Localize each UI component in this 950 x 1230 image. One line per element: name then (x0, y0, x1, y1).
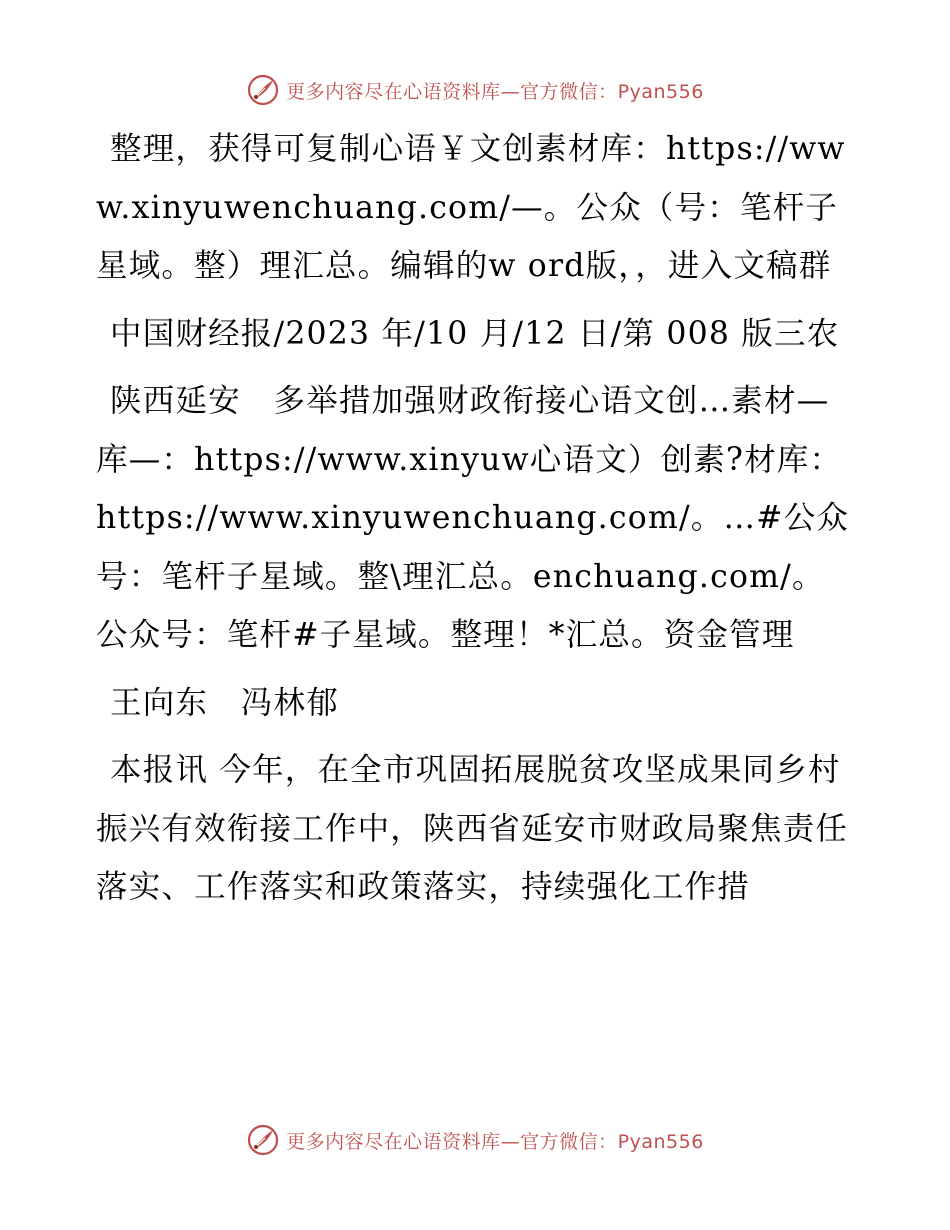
paragraph-headline: 陕西延安 多举措加强财政衔接心语文创…素材—库—：https://www.xinyuw心语文）创素?材库：https://www.xinyuwenchuang.com/。…#公众号：笔杆子星域。整\理汇总。enchuang.com/。公众号：笔杆#子星域。整理！*汇总。资金管理 (96, 383, 850, 653)
header-banner-text: 更多内容尽在心语资料库—官方微信：Pyan556 (286, 80, 704, 103)
paragraph-intro: 整理，获得可复制心语￥文创素材库：https://www.xinyuwenchuang.com/—。公众（号：笔杆子星域。整）理汇总。编辑的w ord版，，进入文稿群 (96, 131, 846, 284)
footer-banner-text: 更多内容尽在心语资料库—官方微信：Pyan556 (286, 1130, 704, 1153)
feather-pen-logo-icon (246, 73, 280, 107)
feather-pen-logo-icon (246, 1123, 280, 1157)
header-banner-inner (246, 73, 704, 107)
footer-banner-inner (246, 1123, 704, 1157)
footer-banner (0, 1120, 950, 1160)
paragraph-source: 中国财经报/2023 年/10 月/12 日/第 008 版三农 (110, 315, 840, 352)
document-body (96, 120, 856, 926)
header-banner (0, 70, 950, 110)
paragraph-authors: 王向东 冯林郁 (110, 684, 339, 721)
paragraph-body: 本报讯 今年，在全市巩固拓展脱贫攻坚成果同乡村振兴有效衔接工作中，陕西省延安市财政局聚焦责任落实、工作落实和政策落实，持续强化工作措 (96, 752, 849, 905)
